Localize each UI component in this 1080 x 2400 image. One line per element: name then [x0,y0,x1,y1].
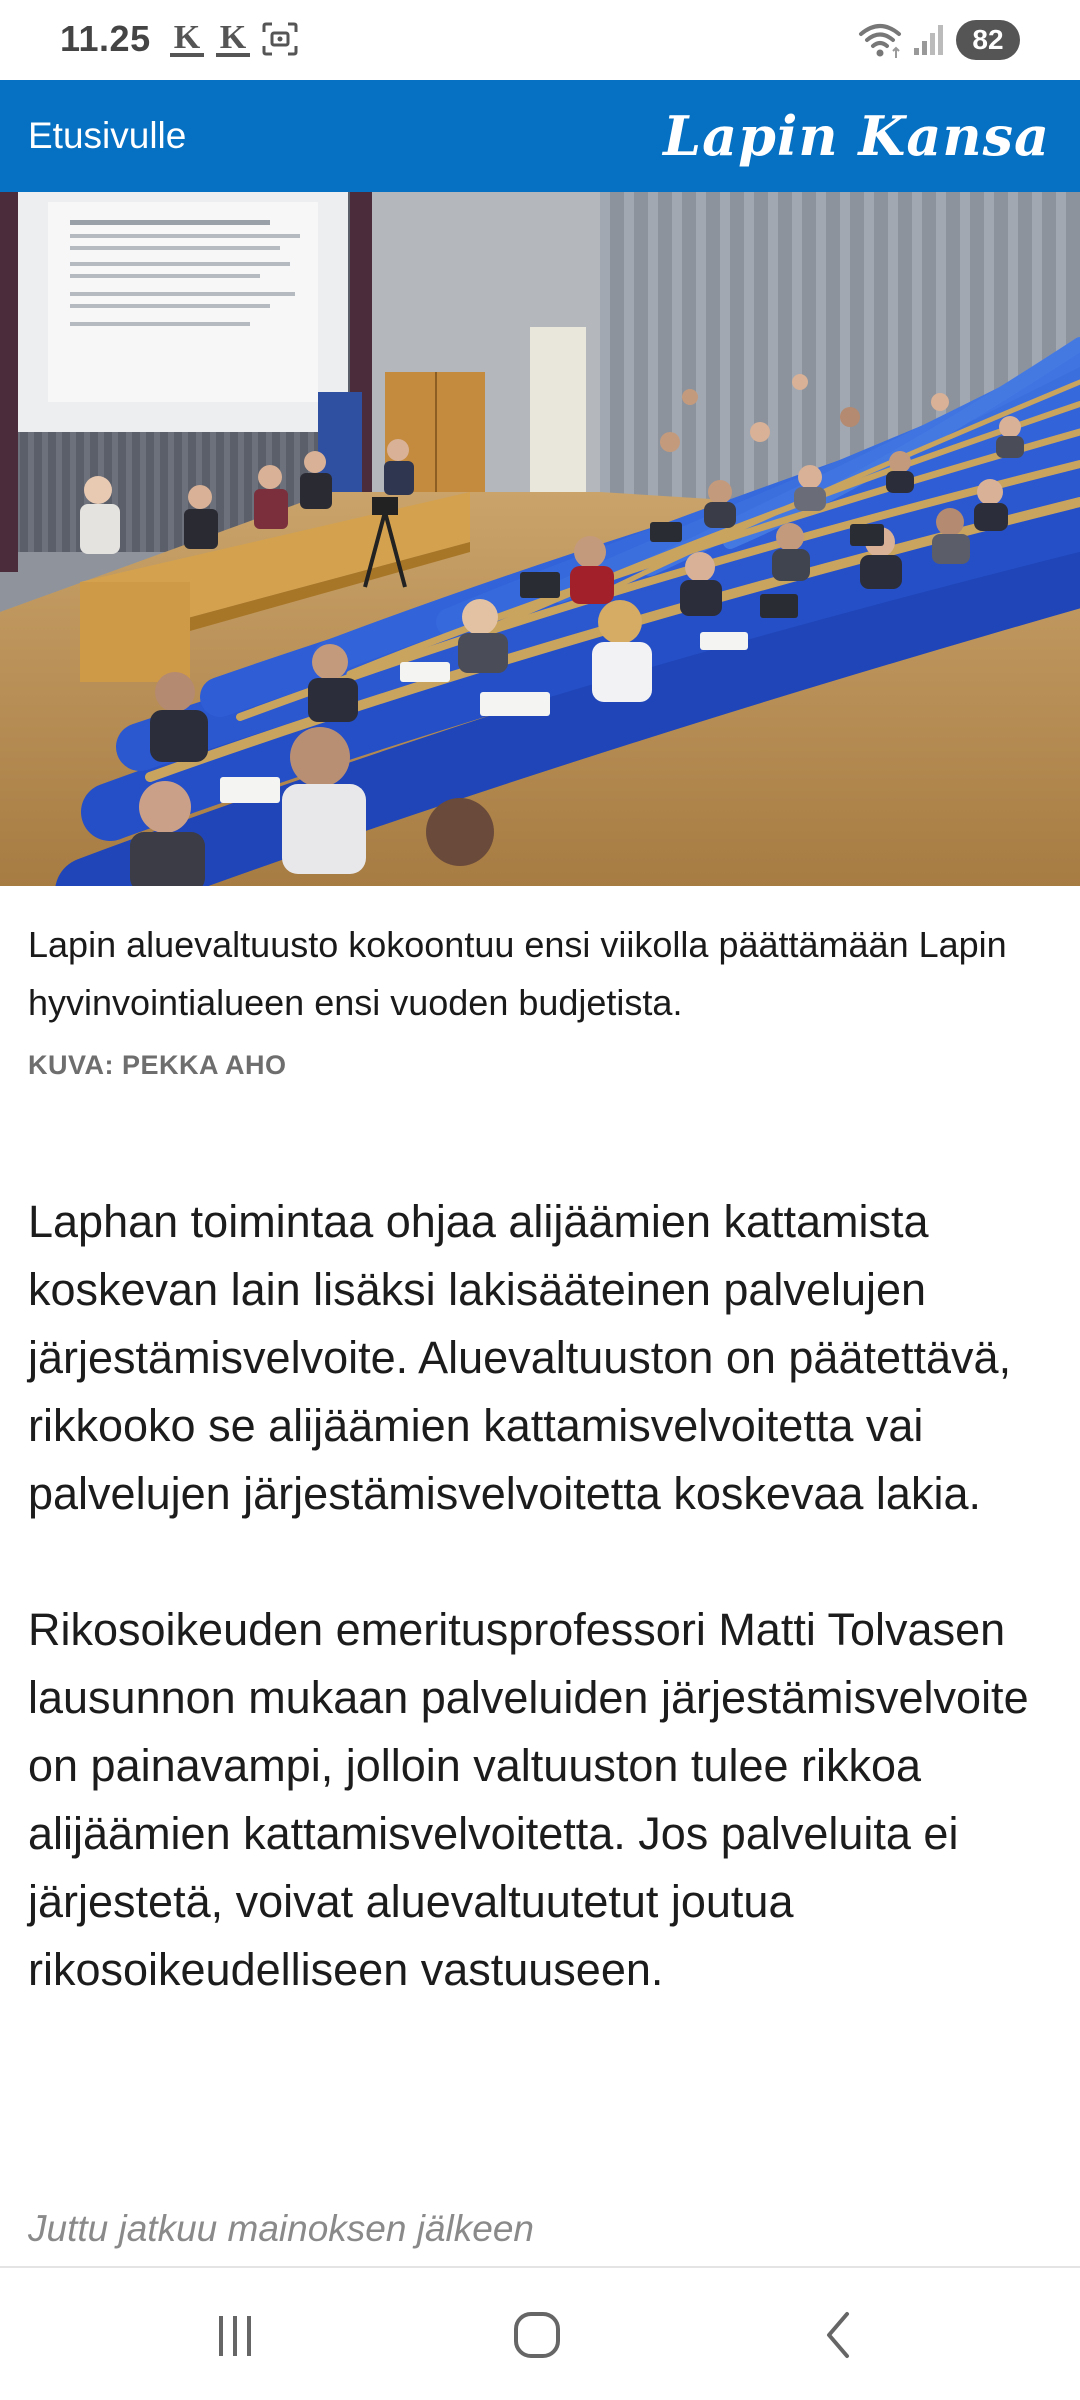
article-paragraph: Laphan toimintaa ohjaa alijäämien kattamista koskevan lain lisäksi lakisääteinen palvelujen järjestämisvelvoite. Aluevaltuuston on päätettävä, rikkooko se alijäämien kattamisvelvoitetta vai palvelujen järjestämisvelvoitetta koskevaa lakia. [28,1196,1012,1519]
photo-credit: KUVA: PEKKA AHO [28,1050,287,1080]
home-button[interactable] [477,2268,597,2400]
home-link[interactable]: Etusivulle [28,115,187,156]
photo-caption: Lapin aluevaltuusto kokoontuu ensi viikolla päättämään Lapin hyvinvointialueen ensi vuoden budjetista. [28,924,1007,1023]
kansa-notification-icon: K [216,21,250,57]
battery-indicator: 82 [956,20,1020,60]
status-bar [0,0,1080,80]
status-time: 11.25 [60,18,151,59]
signal-icon [912,22,946,56]
brand-logo[interactable]: Lapin Kansa [663,104,1050,168]
kansa-notification-icon: K [170,21,204,57]
recent-apps-button[interactable] [175,2268,295,2400]
article-body [28,1188,1058,2072]
screenshot-icon [262,22,298,56]
article-paragraph: Rikosoikeuden emeritusprofessori Matti Tolvasen lausunnon mukaan palveluiden järjestämisvelvoite on painavampi, jolloin valtuuston tulee rikkoa alijäämien kattamisvelvoitetta. Jos palveluita ei järjestetä, voivat aluevaltuutetut joutua rikosoikeudelliseen vastuuseen. [28,1604,1029,1995]
recent-apps-icon [205,2304,265,2364]
app-header [0,80,1080,192]
back-button[interactable] [779,2268,899,2400]
back-icon [809,2304,869,2364]
system-nav-bar [0,2266,1080,2400]
article-continues-note: Juttu jatkuu mainoksen jälkeen [28,2208,534,2249]
wifi-icon [858,20,904,60]
home-icon [507,2304,567,2364]
hero-photo [0,192,1080,886]
